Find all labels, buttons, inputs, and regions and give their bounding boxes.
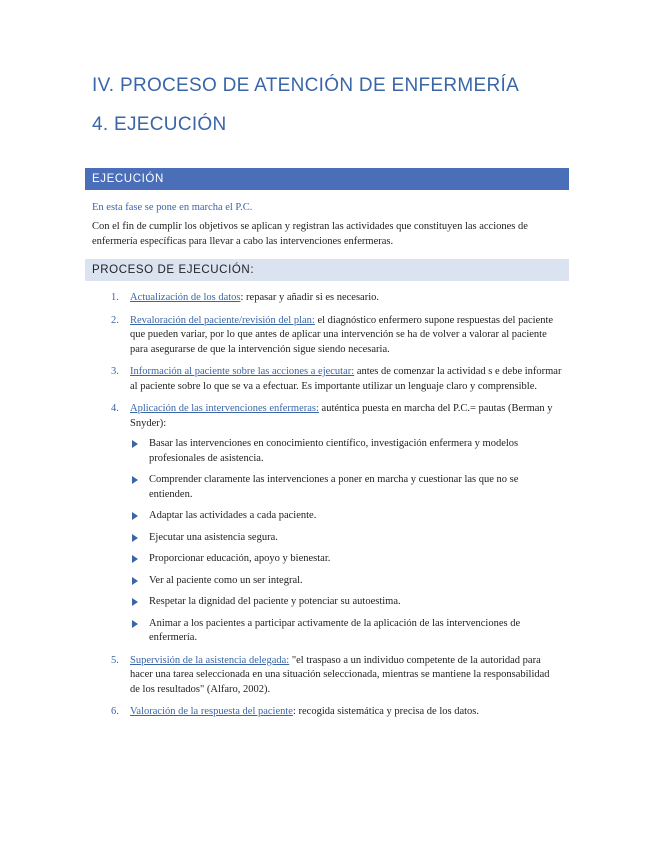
guideline-text: Animar a los pacientes a participar activamente de la aplicación de las intervenciones de enfermería. [149,617,521,643]
step-text: "el traspaso a un individuo competente de la autoridad para hacer una tarea seleccionada en una situación seleccionada, mientras se mantiene la responsabilidad de los resultados" (Alfaro, 2002). [130,654,550,695]
step-link[interactable]: Aplicación de las intervenciones enfermeras: [130,403,319,414]
step-text: el diagnóstico enfermero supone respuestas del paciente que pueden variar, por lo que antes de aplicar una intervención se ha de volver a valorar al paciente para asegurarse de que la intervención sigue siendo necesaria. [130,314,554,355]
item-number: 6. [111,706,119,717]
guidelines-list [130,437,562,646]
arrow-bullet-icon [132,534,138,542]
step-text: antes de comenzar la actividad s e debe informar al paciente sobre lo que se va a efectuar. Es importante utilizar un lenguaje claro y comprensible. [130,366,562,392]
guideline-text: Adaptar las actividades a cada paciente. [149,510,317,521]
item-number: 3. [111,366,119,377]
step-text: : repasar y añadir si es necesario. [240,292,379,303]
guideline-item [130,595,562,610]
list-item [92,654,562,698]
body-paragraph: Con el fin de cumplir los objetivos se aplican y registran las actividades que constituyen las acciones de enfermería específicas para llevar a cabo las intervenciones enfermeras. [92,221,528,247]
arrow-bullet-icon [132,476,138,484]
guideline-item [130,473,562,502]
list-item [92,705,562,720]
list-item [92,291,562,306]
guideline-text: Respetar la dignidad del paciente y potenciar su autoestima. [149,596,401,607]
arrow-bullet-icon [132,620,138,628]
guideline-item [130,617,562,646]
subsection-bar: PROCESO DE EJECUCIÓN: [85,259,569,281]
item-number: 2. [111,314,119,326]
step-link[interactable]: Supervisión de la asistencia delegada: [130,654,290,666]
list-item [92,314,562,358]
list-item [92,365,562,394]
guideline-text: Proporcionar educación, apoyo y bienestar. [149,553,331,564]
steps-list [92,291,562,728]
step-link[interactable]: Información al paciente sobre las acciones a ejecutar: [130,366,355,377]
step-link[interactable]: Revaloración del paciente/revisión del plan: [130,314,315,326]
guideline-item [130,437,562,466]
step-link[interactable]: Actualización de los datos [130,292,241,303]
guideline-text: Ver al paciente como un ser integral. [149,574,303,586]
arrow-bullet-icon [132,598,138,606]
arrow-bullet-icon [132,440,138,448]
section-title: 4. EJECUCIÓN [92,114,227,135]
guideline-item [130,531,562,546]
intro-text: En esta fase se pone en marcha el P.C. [92,202,253,213]
item-number: 5. [111,654,119,666]
item-number: 1. [111,292,119,303]
chapter-title: IV. PROCESO DE ATENCIÓN DE ENFERMERÍA [92,75,520,96]
arrow-bullet-icon [132,512,138,520]
guideline-text: Ejecutar una asistencia segura. [149,531,278,543]
arrow-bullet-icon [132,555,138,563]
guideline-text: Comprender claramente las intervenciones a poner en marcha y cuestionar las que no se entienden. [149,474,519,500]
section-bar: EJECUCIÓN [85,168,569,190]
guideline-item [130,574,562,589]
step-link[interactable]: Valoración de la respuesta del paciente [130,706,293,717]
list-item [92,402,562,646]
guideline-item [130,552,562,567]
item-number: 4. [111,403,119,414]
step-text: auténtica puesta en marcha del P.C.= pautas (Berman y Snyder): [130,403,553,429]
arrow-bullet-icon [132,577,138,585]
guideline-item [130,509,562,524]
step-text: : recogida sistemática y precisa de los datos. [292,706,479,717]
guideline-text: Basar las intervenciones en conocimiento científico, investigación enfermera y modelos profesionales de asistencia. [149,438,519,464]
